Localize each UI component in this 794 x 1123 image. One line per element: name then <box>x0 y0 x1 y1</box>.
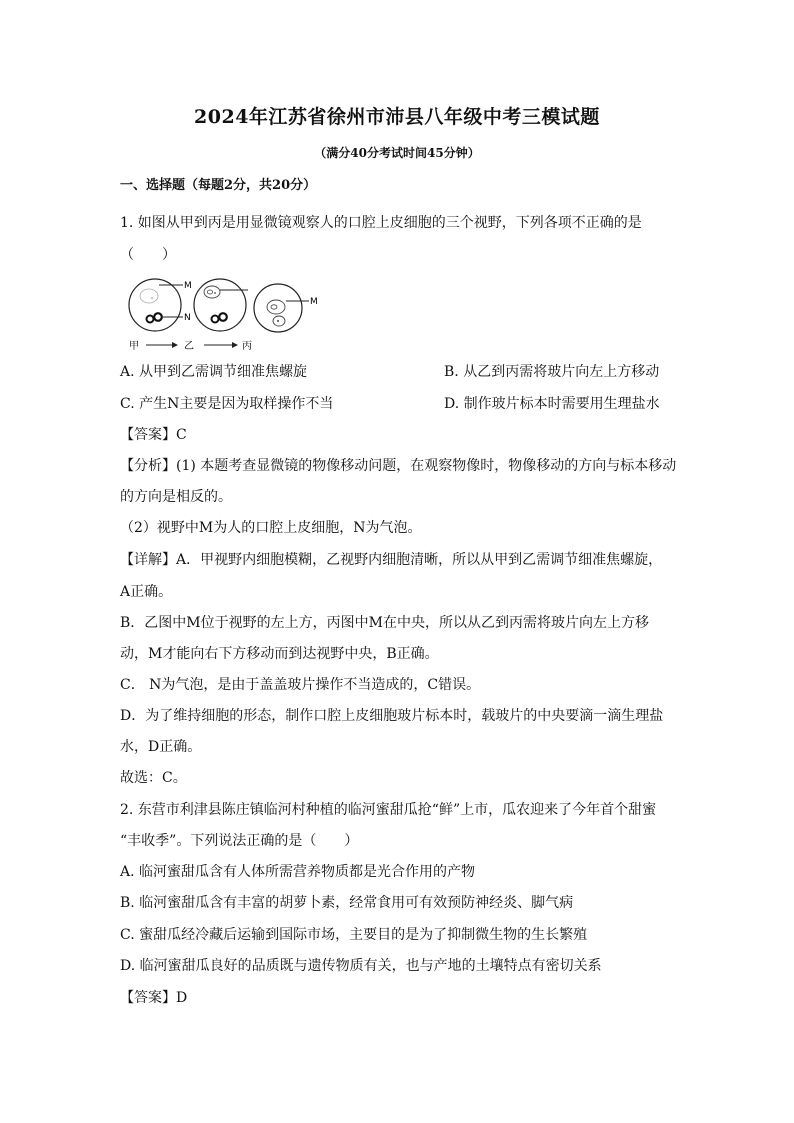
q1-option-a: A. 从甲到乙需调节细准焦螺旋 <box>120 364 308 380</box>
q1-analysis-line3: （2）视野中M为人的口腔上皮细胞，N为气泡。 <box>120 520 422 536</box>
q1-detail-line3: B．乙图中M位于视野的左上方，丙图中M在中央，所以从乙到丙需将玻片向左上方移 <box>120 615 649 631</box>
q2-stem-line2: “丰收季”。下列说法正确的是（ ） <box>120 833 359 849</box>
document-title: 2024年江苏省徐州市沛县八年级中考三模试题 <box>194 106 600 128</box>
label-m-1: M <box>184 281 192 291</box>
label-yi: 乙 <box>184 341 194 352</box>
q1-analysis-line2: 的方向是相反的。 <box>120 489 232 505</box>
q1-stem-line1: 1. 如图从甲到丙是用显微镜观察人的口腔上皮细胞的三个视野，下列各项不正确的是 <box>120 215 642 231</box>
document-subtitle: （满分40分考试时间45分钟） <box>314 146 480 160</box>
q1-analysis-line1: 【分析】(1) 本题考查显微镜的物像移动问题，在观察物像时，物像移动的方向与标本移动 <box>120 458 677 474</box>
q2-option-a: A. 临河蜜甜瓜含有人体所需营养物质都是光合作用的产物 <box>120 864 476 880</box>
q1-answer: 【答案】C <box>120 427 187 443</box>
q2-stem-line1: 2. 东营市利津县陈庄镇临河村种植的临河蜜甜瓜抢“鲜”上市，瓜农迎来了今年首个甜蜜 <box>120 802 657 818</box>
q1-detail-line2: A正确。 <box>120 584 173 600</box>
q2-option-b: B. 临河蜜甜瓜含有丰富的胡萝卜素，经常食用可有效预防神经炎、脚气病 <box>120 895 574 911</box>
label-bing: 丙 <box>242 341 252 352</box>
label-jia: 甲 <box>129 341 139 352</box>
q1-detail-line8: 故选：C。 <box>120 770 187 786</box>
field-bing <box>254 284 302 332</box>
label-n-1: N <box>184 313 191 323</box>
label-m-2: M <box>310 297 318 307</box>
q1-option-b: B. 从乙到丙需将玻片向左上方移动 <box>444 364 660 380</box>
q1-detail-line5: C． N为气泡，是由于盖盖玻片操作不当造成的，C错误。 <box>120 677 481 693</box>
q1-option-d: D. 制作玻片标本时需要用生理盐水 <box>444 396 660 412</box>
q2-option-c: C. 蜜甜瓜经冷藏后运输到国际市场，主要目的是为了抑制微生物的生长繁殖 <box>120 927 588 943</box>
q1-detail-line7: 水，D正确。 <box>120 739 202 755</box>
q1-stem-line2: （ ） <box>120 247 176 263</box>
q1-detail-line1: 【详解】A．甲视野内细胞模糊，乙视野内细胞清晰，所以从甲到乙需调节细准焦螺旋， <box>120 552 663 568</box>
q2-answer: 【答案】D <box>120 990 188 1006</box>
section-heading: 一、选择题（每题2分，共20分） <box>120 178 317 193</box>
q2-option-d: D. 临河蜜甜瓜良好的品质既与遗传物质有关，也与产地的土壤特点有密切关系 <box>120 958 602 974</box>
q1-detail-line6: D．为了维持细胞的形态，制作口腔上皮细胞玻片标本时，载玻片的中央要滴一滴生理盐 <box>120 708 664 724</box>
q1-option-c: C. 产生N主要是因为取样操作不当 <box>120 396 334 412</box>
q1-detail-line4: 动，M才能向右下方移动而到达视野中央，B正确。 <box>120 646 439 662</box>
microscope-fields-figure <box>126 272 336 354</box>
field-yi <box>194 279 246 331</box>
field-jia <box>129 279 181 331</box>
